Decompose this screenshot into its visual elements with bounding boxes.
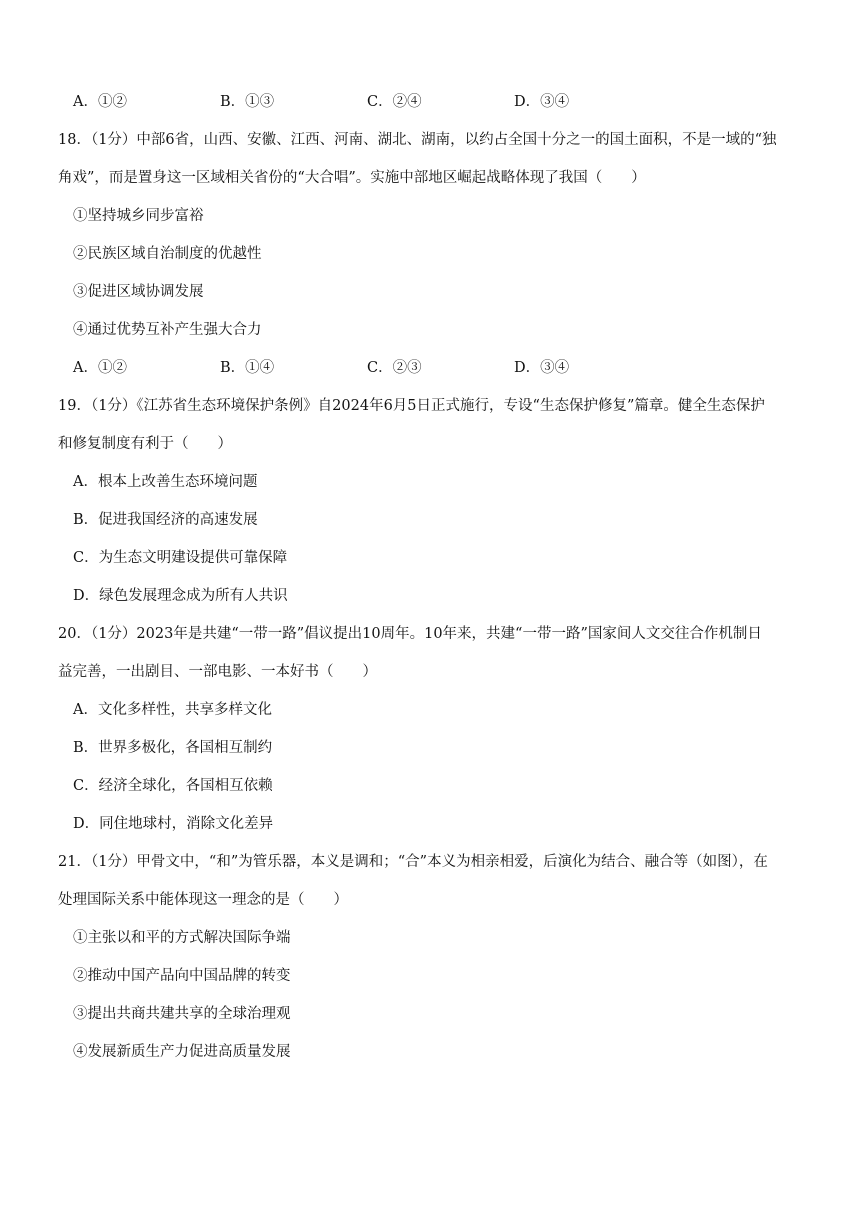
q21-item-3: ③提出共商共建共享的全球治理观 <box>73 1006 291 1022</box>
q18-stem-line1: 18．（1分）中部6省，山西、安徽、江西、河南、湖北、湖南，以约占全国十分之一的国土面积，不是一域的“独 <box>58 132 777 148</box>
q20-option-d: D．同住地球村，消除文化差异 <box>73 816 274 832</box>
q20-stem-line1: 20．（1分）2023年是共建“一带一路”倡议提出10周年。10年来，共建“一带一路”国家间人文交往合作机制日 <box>58 626 762 642</box>
q20-option-c: C．经济全球化，各国相互依赖 <box>73 778 273 794</box>
q19-option-d: D．绿色发展理念成为所有人共识 <box>73 588 288 604</box>
q19-option-c: C．为生态文明建设提供可靠保障 <box>73 550 288 566</box>
q18-item-2: ②民族区域自治制度的优越性 <box>73 246 262 262</box>
q17-option-d: D．③④ <box>514 94 570 110</box>
q18-item-3: ③促进区域协调发展 <box>73 284 204 300</box>
q21-item-1: ①主张以和平的方式解决国际争端 <box>73 930 291 946</box>
q18-option-d: D．③④ <box>514 360 570 376</box>
q17-option-b: B．①③ <box>220 94 275 110</box>
q19-option-b: B．促进我国经济的高速发展 <box>73 512 258 528</box>
q18-item-4: ④通过优势互补产生强大合力 <box>73 322 262 338</box>
q19-option-a: A．根本上改善生态环境问题 <box>73 474 258 490</box>
q17-option-a: A．①② <box>73 94 127 110</box>
q20-option-a: A．文化多样性，共享多样文化 <box>73 702 272 718</box>
q18-item-1: ①坚持城乡同步富裕 <box>73 208 204 224</box>
q21-stem-line2: 处理国际关系中能体现这一理念的是（ ） <box>58 892 348 908</box>
q21-stem-line1: 21．（1分）甲骨文中，“和”为管乐器，本义是调和；“合”本义为相亲相爱，后演化为结合、融合等（如图），在 <box>58 854 768 870</box>
q18-option-c: C．②③ <box>367 360 422 376</box>
q21-item-4: ④发展新质生产力促进高质量发展 <box>73 1044 291 1060</box>
q18-stem-line2: 角戏”，而是置身这一区域相关省份的“大合唱”。实施中部地区崛起战略体现了我国（ ） <box>58 170 646 186</box>
q20-stem-line2: 益完善，一出剧目、一部电影、一本好书（ ） <box>58 664 377 680</box>
q21-item-2: ②推动中国产品向中国品牌的转变 <box>73 968 291 984</box>
q19-stem-line1: 19．（1分）《江苏省生态环境保护条例》自2024年6月5日正式施行，专设“生态保护修复”篇章。健全生态保护 <box>58 398 765 414</box>
q18-option-b: B．①④ <box>220 360 275 376</box>
q17-option-c: C．②④ <box>367 94 422 110</box>
q18-option-a: A．①② <box>73 360 127 376</box>
q17-options <box>73 90 661 111</box>
q18-options <box>73 356 661 377</box>
q20-option-b: B．世界多极化，各国相互制约 <box>73 740 273 756</box>
q19-stem-line2: 和修复制度有利于（ ） <box>58 436 232 452</box>
